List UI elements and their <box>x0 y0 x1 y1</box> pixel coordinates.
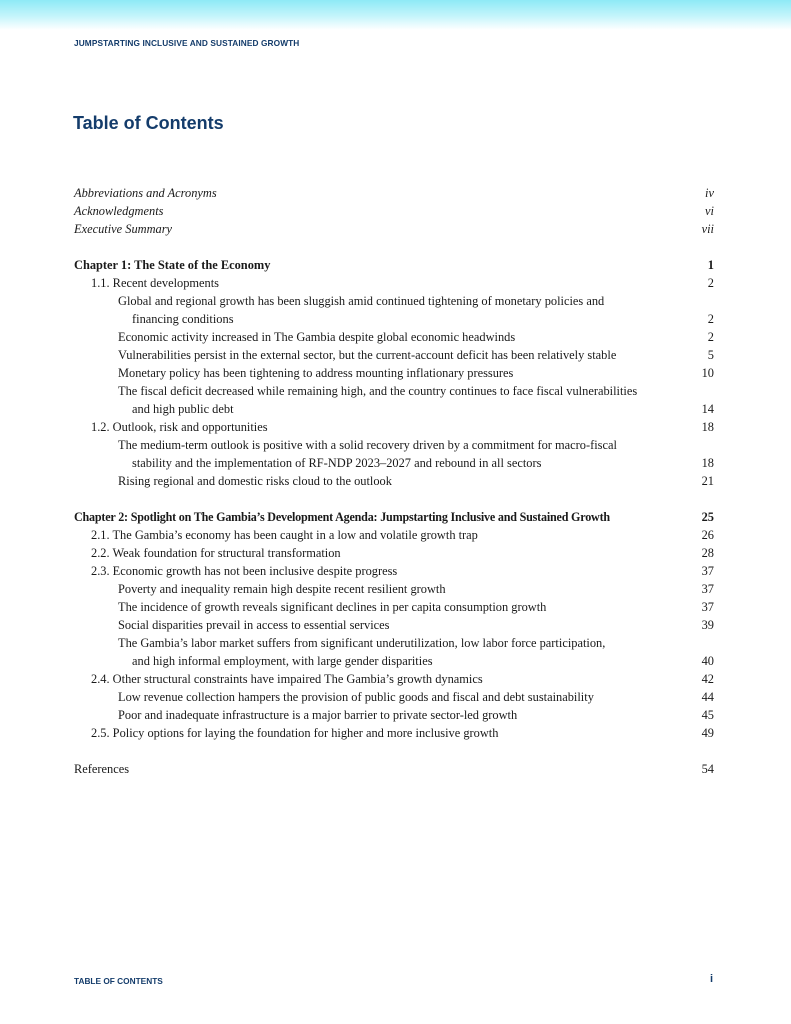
toc-subsection-labor-market[interactable] <box>74 652 714 670</box>
toc-entry-page: 54 <box>701 762 714 776</box>
toc-entry-page: 26 <box>701 528 714 542</box>
toc-entry-label: 2.4. Other structural constraints have impaired The Gambia’s growth dynamics <box>91 672 483 686</box>
toc-entry-label: Economic activity increased in The Gambia despite global economic headwinds <box>118 330 516 344</box>
toc-entry-references[interactable] <box>74 760 714 778</box>
toc-chapter-1[interactable] <box>74 256 714 274</box>
page-title: Table of Contents <box>73 113 224 133</box>
toc-entry-page: vii <box>701 222 714 236</box>
toc-entry-page: 10 <box>701 366 714 380</box>
toc-entry-page: 14 <box>701 402 714 416</box>
toc-entry-page: 18 <box>701 420 714 434</box>
top-gradient-band <box>0 0 791 30</box>
toc-entry-page: 5 <box>707 348 714 362</box>
toc-subsection-line[interactable] <box>74 382 714 400</box>
toc-entry-page: 21 <box>701 474 714 488</box>
toc-entry-label: Abbreviations and Acronyms <box>74 186 217 200</box>
toc-entry-label: Social disparities prevail in access to essential services <box>118 618 390 632</box>
toc-subsection-global-growth[interactable] <box>74 310 714 328</box>
toc-entry-label: stability and the implementation of RF-NDP 2023–2027 and rebound in all sectors <box>132 456 542 470</box>
toc-entry-label: Low revenue collection hampers the provision of public goods and fiscal and debt sustainability <box>118 690 594 704</box>
toc-subsection-medium-term-outlook[interactable] <box>74 454 714 472</box>
toc-entry-page: 42 <box>701 672 714 686</box>
toc-subsection-infrastructure[interactable] <box>74 706 714 724</box>
toc-entry-page: 25 <box>701 510 714 524</box>
toc-section-1-2[interactable] <box>74 418 714 436</box>
toc-entry-label: The Gambia’s labor market suffers from significant underutilization, low labor force participation, <box>118 636 606 650</box>
toc-entry-page: 44 <box>701 690 714 704</box>
page-number: i <box>709 973 713 985</box>
toc-entry-page: 37 <box>701 582 714 596</box>
toc-entry-label: 2.2. Weak foundation for structural transformation <box>91 546 341 560</box>
toc-entry-label: 1.1. Recent developments <box>91 276 220 290</box>
toc-subsection-line[interactable] <box>74 436 714 454</box>
toc-section-2-3[interactable] <box>74 562 714 580</box>
toc-entry-label: Poor and inadequate infrastructure is a major barrier to private sector-led growth <box>118 708 518 722</box>
running-header: JUMPSTARTING INCLUSIVE AND SUSTAINED GROWTH <box>74 38 300 48</box>
toc-entry-label: Rising regional and domestic risks cloud to the outlook <box>118 474 392 488</box>
toc-entry-label: Acknowledgments <box>74 204 164 218</box>
toc-section-2-5[interactable] <box>74 724 714 742</box>
toc-entry-page: iv <box>705 186 714 200</box>
toc-entry-label: Chapter 2: Spotlight on The Gambia’s Development Agenda: Jumpstarting Inclusive and Sustained Growth <box>74 510 610 524</box>
toc-entry-page: vi <box>705 204 714 218</box>
toc-entry-label: Poverty and inequality remain high despite recent resilient growth <box>118 582 446 596</box>
toc-subsection-fiscal-deficit[interactable] <box>74 400 714 418</box>
toc-entry-page: 28 <box>701 546 714 560</box>
toc-section-2-2[interactable] <box>74 544 714 562</box>
toc-subsection-external-sector[interactable] <box>74 346 714 364</box>
running-footer: TABLE OF CONTENTS <box>74 976 163 986</box>
toc-entry-page: 1 <box>707 258 714 272</box>
toc-entry-label: and high informal employment, with large gender disparities <box>132 654 433 668</box>
toc-subsection-line[interactable] <box>74 292 714 310</box>
toc-entry-label: Executive Summary <box>74 222 173 236</box>
toc-entry-page: 37 <box>701 600 714 614</box>
toc-subsection-line[interactable] <box>74 634 714 652</box>
toc-entry-abbreviations[interactable] <box>74 184 714 202</box>
toc-entry-label: The medium-term outlook is positive with a solid recovery driven by a commitment for macro-fiscal <box>118 438 617 452</box>
toc-entry-label: 2.1. The Gambia’s economy has been caught in a low and volatile growth trap <box>91 528 478 542</box>
toc-section-2-1[interactable] <box>74 526 714 544</box>
toc-subsection-monetary-policy[interactable] <box>74 364 714 382</box>
toc-entry-label: 2.3. Economic growth has not been inclusive despite progress <box>91 564 398 578</box>
toc-entry-page: 45 <box>701 708 714 722</box>
toc-entry-page: 2 <box>707 276 714 290</box>
toc-entry-label: Chapter 1: The State of the Economy <box>74 258 271 272</box>
toc-section-2-4[interactable] <box>74 670 714 688</box>
toc-entry-label: References <box>74 762 130 776</box>
toc-entry-page: 37 <box>701 564 714 578</box>
toc-entry-page: 2 <box>707 312 714 326</box>
toc-subsection-revenue-collection[interactable] <box>74 688 714 706</box>
toc-subsection-poverty[interactable] <box>74 580 714 598</box>
toc-entry-page: 2 <box>707 330 714 344</box>
toc-entry-acknowledgments[interactable] <box>74 202 714 220</box>
toc-entry-label: financing conditions <box>132 312 234 326</box>
toc-section-1-1[interactable] <box>74 274 714 292</box>
toc-subsection-social-disparities[interactable] <box>74 616 714 634</box>
toc-entry-label: The incidence of growth reveals significant declines in per capita consumption growth <box>118 600 547 614</box>
toc-entry-executive-summary[interactable] <box>74 220 714 238</box>
toc-entry-page: 40 <box>701 654 714 668</box>
toc-subsection-economic-activity[interactable] <box>74 328 714 346</box>
toc-entry-label: The fiscal deficit decreased while remaining high, and the country continues to face fiscal vulnerabilities <box>118 384 638 398</box>
toc-entry-label: Vulnerabilities persist in the external sector, but the current-account deficit has been relatively stable <box>118 348 617 362</box>
toc-chapter-2[interactable] <box>74 508 714 526</box>
toc-entry-label: Monetary policy has been tightening to address mounting inflationary pressures <box>118 366 514 380</box>
toc-entry-page: 18 <box>701 456 714 470</box>
toc-entry-label: and high public debt <box>132 402 234 416</box>
toc-entry-label: 1.2. Outlook, risk and opportunities <box>91 420 268 434</box>
toc-subsection-risks[interactable] <box>74 472 714 490</box>
toc-entry-page: 49 <box>701 726 714 740</box>
toc-entry-label: Global and regional growth has been sluggish amid continued tightening of monetary policies and <box>118 294 605 308</box>
toc-entry-page: 39 <box>701 618 714 632</box>
toc-subsection-incidence-of-growth[interactable] <box>74 598 714 616</box>
toc-entry-label: 2.5. Policy options for laying the foundation for higher and more inclusive growth <box>91 726 499 740</box>
